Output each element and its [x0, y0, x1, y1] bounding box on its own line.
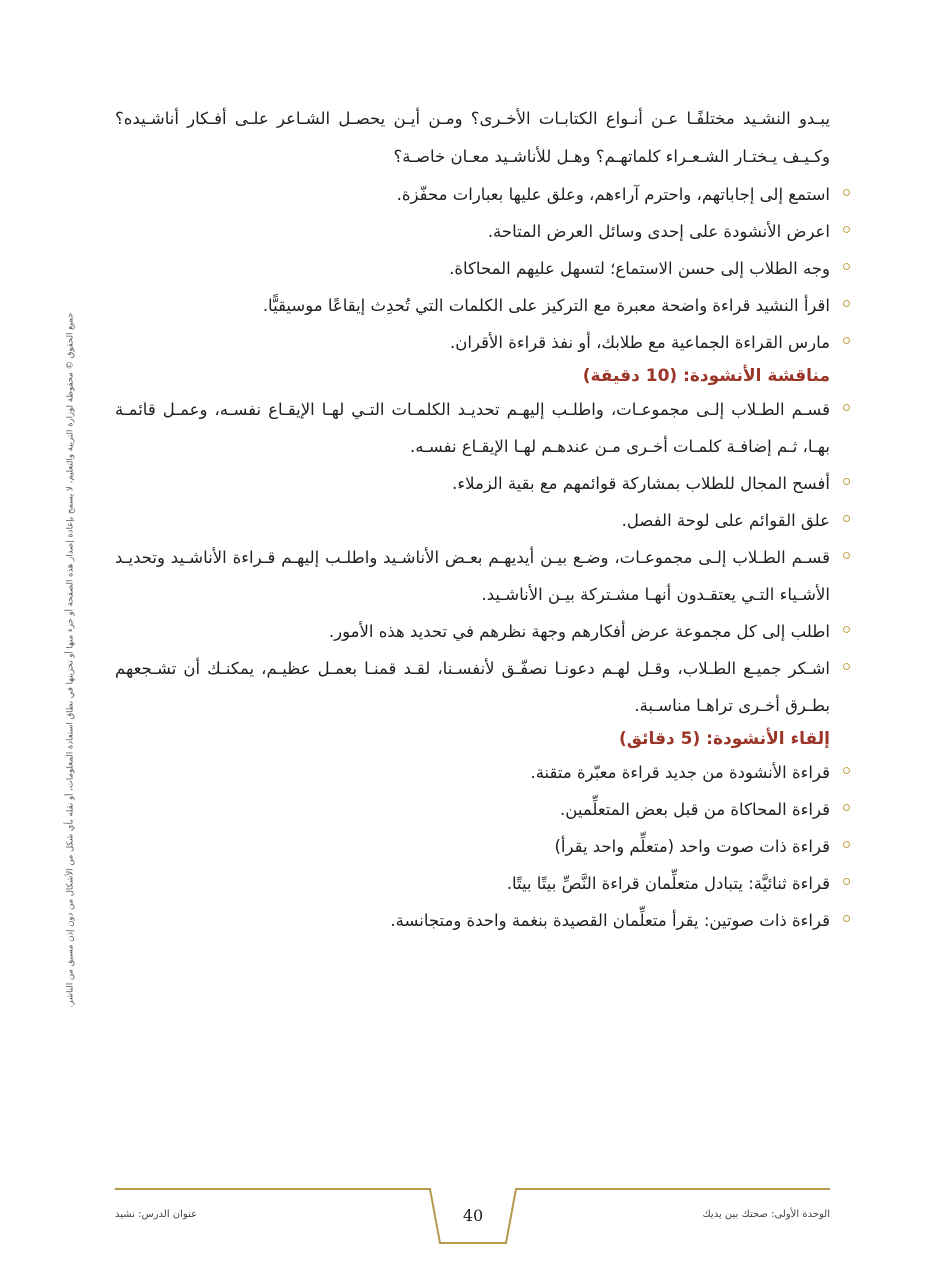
recitation-steps-list	[115, 754, 830, 939]
list-item: اطلب إلى كل مجموعة عرض أفكارهم وجهة نظرهم في تحديد هذه الأمور.	[115, 613, 830, 650]
bullet-icon	[843, 189, 850, 196]
list-item: وجه الطلاب إلى حسن الاستماع؛ لتسهل عليهم المحاكاة.	[115, 250, 830, 287]
list-item: قراءة المحاكاة من قبل بعض المتعلِّمين.	[115, 791, 830, 828]
bullet-icon	[843, 515, 850, 522]
footer-lesson-title: عنوان الدرس: نشيد	[115, 1209, 198, 1220]
bullet-icon	[843, 663, 850, 670]
bullet-icon	[843, 804, 850, 811]
bullet-icon	[843, 478, 850, 485]
list-item: أفسح المجال للطلاب بمشاركة قوائمهم مع بقية الزملاء.	[115, 465, 830, 502]
list-item: علق القوائم على لوحة الفصل.	[115, 502, 830, 539]
bullet-icon	[843, 915, 850, 922]
page-number: 40	[462, 1206, 484, 1225]
intro-steps-list	[115, 176, 830, 361]
list-item: قراءة ثنائيَّة: يتبادل متعلِّمان قراءة النَّصِّ بيتًا بيتًا.	[115, 865, 830, 902]
bullet-icon	[843, 226, 850, 233]
bullet-icon	[843, 841, 850, 848]
list-item: قراءة ذات صوتين: يقرأ متعلِّمان القصيدة بنغمة واحدة ومتجانسة.	[115, 902, 830, 939]
bullet-icon	[843, 337, 850, 344]
list-item: اشـكر جميـع الطـلاب، وقـل لهـم دعونـا نصفّـق لأنفسـنا، لقـد قمنـا بعمـل عظيـم، يمكنـك أن تشـجعهم بطـرق أخـرى تراهـا مناسـبة.	[115, 650, 830, 724]
copyright-text: جميع الحقوق © محفوظة لوزارة التربية والتعليم، لا يسمح بإعادة إصدار هذه الصفحة أو جزء منها أو تخزينها في نطاق استعادة المعلومات، أو نقله بأي شكل من الأشكال من دون إذن مسبق من الناشر.	[65, 312, 75, 1008]
bullet-icon	[843, 767, 850, 774]
section-heading-recitation: إلقاء الأنشودة: (5 دقائق)	[619, 729, 830, 749]
bullet-icon	[843, 552, 850, 559]
list-item: قسـم الطـلاب إلـى مجموعـات، وضـع بيـن أيديهـم بعـض الأناشـيد واطلـب إليهـم قـراءة الأناشـيد وتحديـد الأشـياء التـي يعتقـدون أنهـا مشـتركة بيـن الأناشـيد.	[115, 539, 830, 613]
list-item: مارس القراءة الجماعية مع طلابك، أو نفذ قراءة الأقران.	[115, 324, 830, 361]
intro-paragraph: يبـدو النشـيد مختلفًـا عـن أنـواع الكتابـات الأخـرى؟ ومـن أيـن يحصـل الشـاعر علـى أفـكار أناشـيده؟ وكـيـف يـختـار الشـعـراء كلماتهـم؟ وهـل للأناشـيد معـان خاصـة؟	[115, 109, 830, 166]
main-content	[115, 100, 830, 939]
bullet-icon	[843, 300, 850, 307]
section-heading-discussion: مناقشة الأنشودة: (10 دقيقة)	[582, 366, 830, 386]
bullet-icon	[843, 263, 850, 270]
bullet-icon	[843, 626, 850, 633]
list-item: قراءة الأنشودة من جديد قراءة معبّرة متقنة.	[115, 754, 830, 791]
footer-unit-title: الوحدة الأولى: صحتك بين يديك	[702, 1209, 830, 1220]
copyright-side-note	[60, 300, 80, 1020]
list-item: قسـم الطـلاب إلـى مجموعـات، واطلـب إليهـم تحديـد الكلمـات التـي لهـا الإيقـاع نفسـه، وعمـل قائمـة بهـا، ثـم إضافـة كلمـات أخـرى مـن عندهـم لهـا الإيقـاع نفسـه.	[115, 391, 830, 465]
list-item: اقرأ النشيد قراءة واضحة معبرة مع التركيز على الكلمات التي تُحدِث إيقاعًا موسيقيًّا.	[115, 287, 830, 324]
list-item: استمع إلى إجاباتهم، واحترم آراءهم، وعلق عليها بعبارات محفّزة.	[115, 176, 830, 213]
discussion-steps-list	[115, 391, 830, 724]
bullet-icon	[843, 404, 850, 411]
list-item: قراءة ذات صوت واحد (متعلِّم واحد يقرأ)	[115, 828, 830, 865]
list-item: اعرض الأنشودة على إحدى وسائل العرض المتاحة.	[115, 213, 830, 250]
bullet-icon	[843, 878, 850, 885]
